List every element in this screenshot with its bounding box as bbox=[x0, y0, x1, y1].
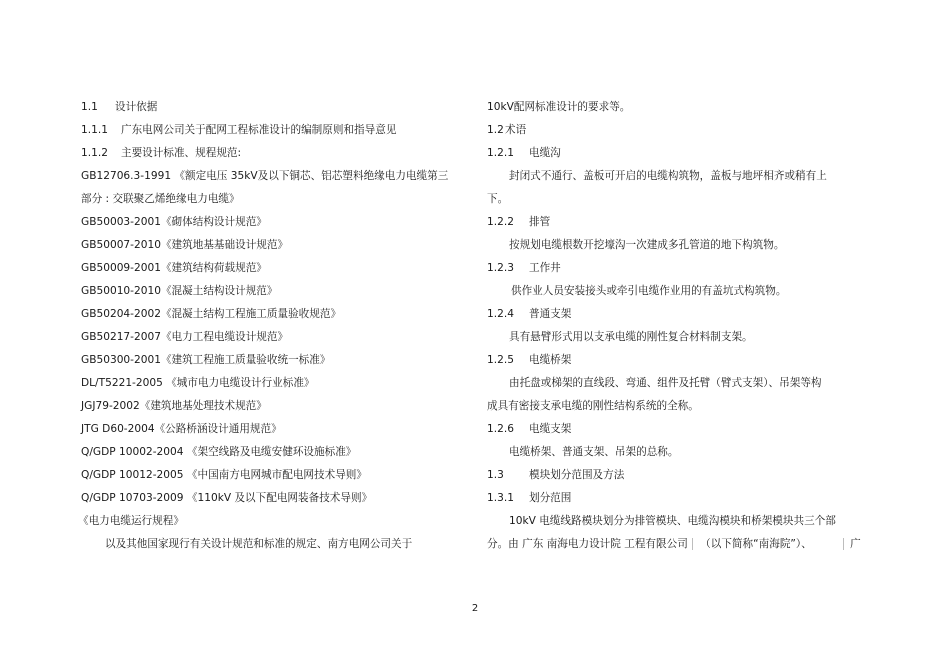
standard-item: GB50007-2010《建筑地基基础设计规范》 bbox=[81, 239, 289, 251]
term-definition: 封闭式不通行、盖板可开启的电缆构筑物，盖板与地坪相齐或稍有上 bbox=[509, 170, 827, 182]
standard-item: DL/T5221-2005 《城市电力电缆设计行业标准》 bbox=[81, 377, 315, 389]
term-heading: 1.2.5 电缆桥架 bbox=[487, 354, 572, 366]
standard-item: GB50204-2002《混凝土结构工程施工质量验收规范》 bbox=[81, 308, 342, 320]
standard-item: Q/GDP 10002-2004 《架空线路及电缆安健环设施标准》 bbox=[81, 446, 357, 458]
section-heading: 1.1.2 主要设计标准、规程规范: bbox=[81, 147, 242, 159]
term-definition: 按规划电缆根数开挖壕沟一次建成多孔管道的地下构筑物。 bbox=[509, 239, 785, 251]
section-heading: 1.1.1 广东电网公司关于配网工程标准设计的编制原则和指导意见 bbox=[81, 124, 397, 136]
standard-item: JGJ79-2002《建筑地基处理技术规范》 bbox=[81, 400, 267, 412]
term-definition: 具有悬臂形式用以支承电缆的刚性复合材料制支架。 bbox=[509, 331, 753, 343]
term-definition-continued: 成具有密接支承电缆的刚性结构系统的全称。 bbox=[487, 400, 699, 412]
paragraph-fragment: 分。由 广东 南海电力设计院 工程有限公司 bbox=[487, 538, 693, 550]
term-heading: 1.2.3 工作井 bbox=[487, 262, 561, 274]
term-heading: 1.2.6 电缆支架 bbox=[487, 423, 572, 435]
section-heading: 1.1 设计依据 bbox=[81, 101, 158, 113]
standard-item: GB50217-2007《电力工程电缆设计规范》 bbox=[81, 331, 289, 343]
term-heading: 1.2.1 电缆沟 bbox=[487, 147, 561, 159]
term-heading: 1.2.2 排管 bbox=[487, 216, 551, 228]
section-heading: 1.2术语 bbox=[487, 124, 527, 136]
term-definition: 由托盘或梯架的直线段、弯通、组件及托臂（臂式支架）、吊架等构 bbox=[509, 377, 822, 389]
right-column bbox=[487, 96, 867, 556]
section-heading: 1.3.1 划分范围 bbox=[487, 492, 572, 504]
standard-item: GB50009-2001《建筑结构荷载规范》 bbox=[81, 262, 267, 274]
standard-item: Q/GDP 10703-2009 《110kV 及以下配电网装备技术导则》 bbox=[81, 492, 373, 504]
paragraph-text: 10kV配网标准设计的要求等。 bbox=[487, 101, 631, 113]
standard-item: 《电力电缆运行规程》 bbox=[78, 515, 184, 527]
standard-item: GB50010-2010《混凝土结构设计规范》 bbox=[81, 285, 278, 297]
standard-item: GB50003-2001《砌体结构设计规范》 bbox=[81, 216, 267, 228]
paragraph-text bbox=[487, 533, 867, 556]
term-heading: 1.2.4 普通支架 bbox=[487, 308, 572, 320]
term-definition-continued: 下。 bbox=[487, 193, 509, 205]
standard-item: Q/GDP 10012-2005 《中国南方电网城市配电网技术导则》 bbox=[81, 469, 367, 481]
section-heading: 1.3 模块划分范围及方法 bbox=[487, 469, 625, 481]
standard-item: GB50300-2001《建筑工程施工质量验收统一标准》 bbox=[81, 354, 331, 366]
term-definition: 供作业人员安装接头或牵引电缆作业用的有盖坑式构筑物。 bbox=[511, 285, 787, 297]
paragraph-text: 以及其他国家现行有关设计规范和标准的规定、南方电网公司关于 bbox=[105, 538, 413, 550]
paragraph-fragment: 广 bbox=[843, 538, 861, 550]
term-definition: 电缆桥架、普通支架、吊架的总称。 bbox=[509, 446, 679, 458]
paragraph-fragment: （以下简称“南海院”）、 bbox=[700, 538, 812, 550]
standard-item: GB12706.3-1991 《额定电压 35kV及以下铜芯、铝芯塑料绝缘电力电缆第三 bbox=[81, 170, 449, 182]
page-number: 2 bbox=[471, 603, 479, 614]
left-column bbox=[78, 96, 461, 556]
standard-item-continued: 部分 : 交联聚乙烯绝缘电力电缆》 bbox=[81, 193, 240, 205]
paragraph-text: 10kV 电缆线路模块划分为排管模块、电缆沟模块和桥架模块共三个部 bbox=[509, 515, 836, 527]
standard-item: JTG D60-2004《公路桥涵设计通用规范》 bbox=[81, 423, 282, 435]
